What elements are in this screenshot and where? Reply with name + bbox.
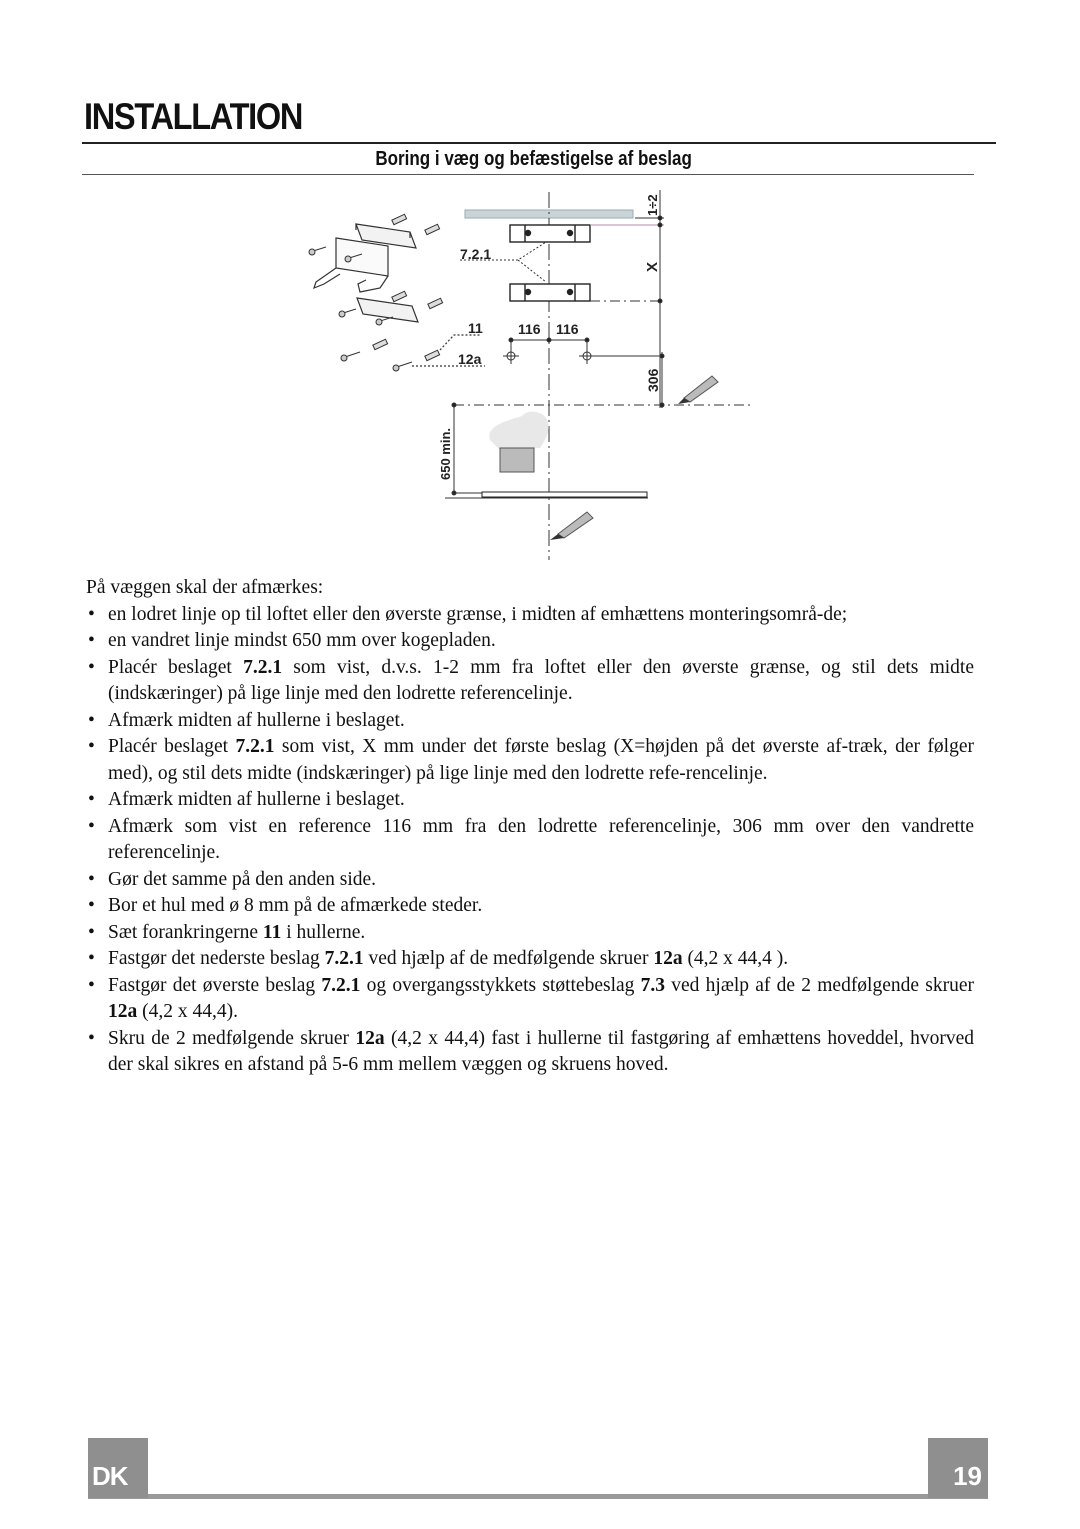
part-reference: 11 (262, 921, 282, 943)
exploded-hardware-icon (309, 214, 485, 371)
instruction-item (86, 734, 974, 787)
instruction-text: Gør det samme på den anden side. (108, 868, 377, 890)
label-bracket: 7.2.1 (460, 246, 492, 262)
instruction-text: ved hjælp af de 2 medfølgende skruer (665, 974, 975, 996)
label-min-height: 650 min. (438, 427, 453, 480)
part-reference: 12a (108, 1001, 138, 1022)
instruction-item (86, 814, 974, 867)
instruction-item (86, 628, 974, 655)
instructions (86, 575, 974, 1079)
page-number-tab (928, 1438, 988, 1498)
instruction-text: Afmærk midten af hullerne i beslaget. (108, 789, 405, 810)
instruction-item (86, 973, 974, 1026)
footer-rule (88, 1494, 988, 1499)
part-reference: 7.2.1 (243, 656, 283, 678)
instruction-text: ved hjælp af de medfølgende skruer (363, 948, 654, 969)
instruction-item (86, 708, 974, 735)
instruction-text: som vist, d.v.s. 1-2 mm fra loftet eller den øverste grænse, og stil dets midte (indskæringer) på lige linje med den lodrette referencelinje. (108, 656, 974, 704)
label-screw: 12a (458, 351, 482, 367)
label-x-dimension: X (644, 261, 661, 272)
instruction-text: Fastgør det øverste beslag (108, 974, 322, 996)
instruction-text: Placér beslaget (108, 736, 236, 757)
part-reference: 7.2.1 (321, 974, 361, 996)
label-gap: 1÷2 (645, 194, 660, 216)
part-reference: 12a (355, 1027, 385, 1049)
page-number: 19 (953, 1461, 982, 1491)
instruction-text: Afmærk midten af hullerne i beslaget. (108, 709, 405, 731)
instruction-text: (4,2 x 44,4). (137, 1001, 238, 1022)
instruction-text: Fastgør det nederste beslag (108, 948, 325, 969)
instruction-text: en vandret linje mindst 650 mm over kogepladen. (108, 630, 496, 651)
instruction-list (86, 602, 974, 1079)
instruction-item (86, 787, 974, 814)
instruction-text: Sæt forankringerne (108, 921, 263, 943)
instruction-text: Skru de 2 medfølgende skruer (108, 1027, 356, 1049)
page-title: INSTALLATION (84, 96, 303, 137)
language-tab (88, 1438, 148, 1498)
language-code: DK (92, 1461, 128, 1491)
instruction-item (86, 867, 974, 894)
label-offset-left: 116 (518, 321, 541, 337)
instruction-text: Placér beslaget (108, 656, 244, 678)
title-divider (82, 142, 996, 144)
instructions-intro: På væggen skal der afmærkes: (86, 577, 324, 598)
instruction-text: Afmærk som vist en reference 116 mm fra den lodrette referencelinje, 306 mm over den vandrette referencelinje. (108, 815, 974, 863)
instruction-text: (4,2 x 44,4) fast i hullerne til fastgøring af emhættens hoveddel, hvorved der skal sikres en afstand på 5-6 mm mellem væggen og skruens hoved. (108, 1027, 974, 1075)
instruction-item (86, 946, 974, 973)
instruction-text: i hullerne. (281, 921, 366, 943)
pencil-icon (678, 376, 718, 404)
upper-bracket-icon (510, 225, 590, 242)
instruction-item (86, 602, 974, 629)
instruction-text: (4,2 x 44,4 ). (682, 948, 789, 969)
instruction-item (86, 1026, 974, 1079)
section-subtitle (81, 148, 999, 171)
label-anchor: 11 (468, 320, 483, 336)
cooktop-pot-icon (445, 412, 648, 498)
pencil-icon-2 (550, 512, 593, 540)
part-reference: 7.2.1 (324, 948, 364, 969)
subtitle-divider (82, 174, 974, 175)
instruction-item (86, 920, 974, 947)
part-reference: 12a (653, 948, 683, 969)
instruction-item (86, 893, 974, 920)
label-height-306: 306 (645, 368, 661, 392)
lower-bracket-icon (510, 284, 590, 301)
instruction-item (86, 655, 974, 708)
installation-diagram (300, 180, 780, 570)
label-offset-right: 116 (556, 321, 579, 337)
instruction-text: som vist, X mm under det første beslag (X=højden på det øverste af-træk, der følger med), og stil dets midte (indskæringer) på lige linje med den lodrette refe-rencelinje. (108, 736, 974, 784)
instruction-text: Bor et hul med ø 8 mm på de afmærkede steder. (108, 895, 483, 916)
part-reference: 7.2.1 (235, 736, 275, 757)
instruction-text: en lodret linje op til loftet eller den øverste grænse, i midten af emhættens monteringsområ-de; (108, 603, 848, 625)
instruction-text: og overgangsstykkets støttebeslag (360, 974, 641, 996)
section-subtitle-text: Boring i væg og befæstigelse af beslag (375, 148, 692, 170)
part-reference: 7.3 (640, 974, 666, 996)
